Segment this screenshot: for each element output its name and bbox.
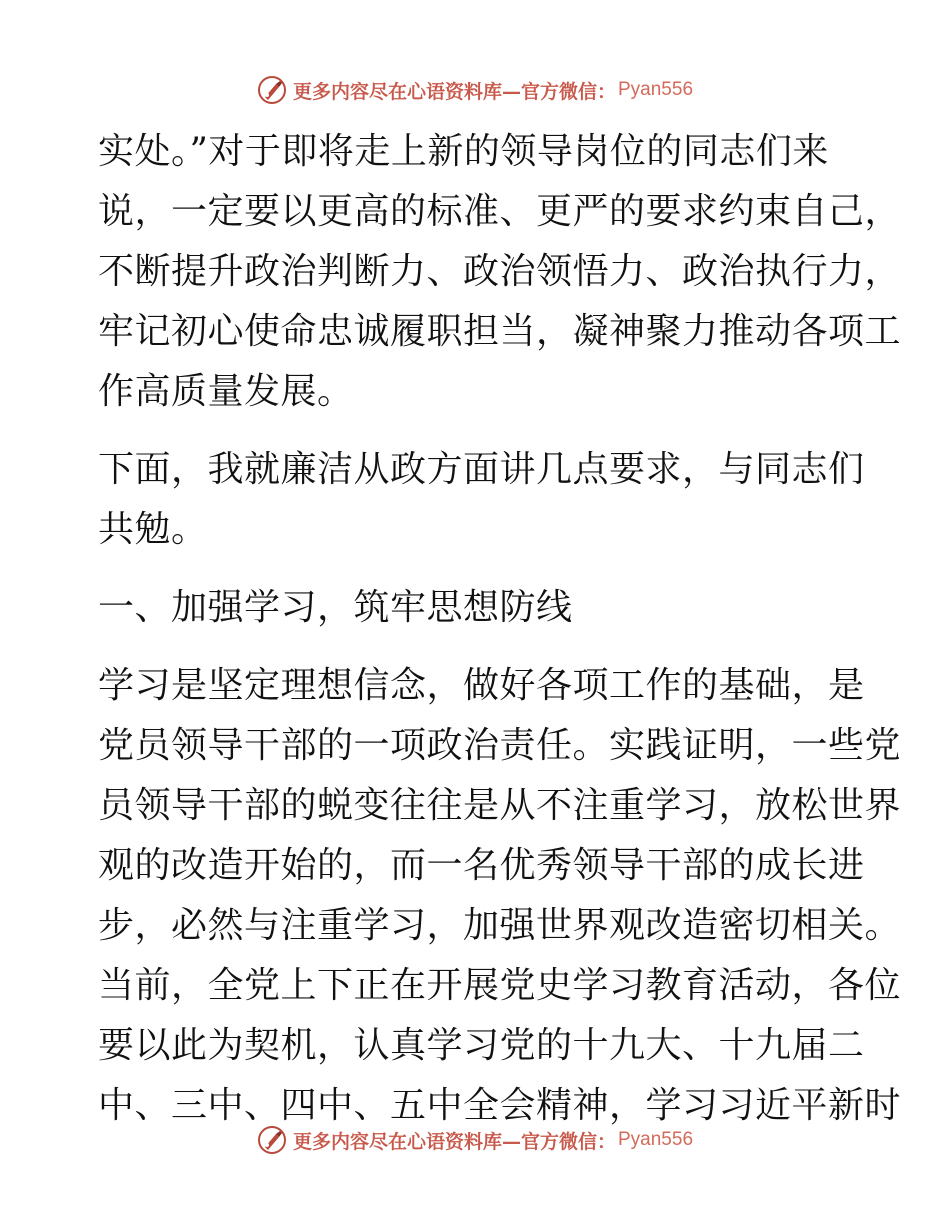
text-line: 要以此为契机，认真学习党的十九大、十九届二 — [98, 1025, 865, 1066]
text-line: 作高质量发展。 — [98, 371, 354, 412]
paragraph-1 — [98, 122, 902, 422]
text-line: 步，必然与注重学习，加强世界观改造密切相关。 — [98, 905, 902, 946]
text-line: 中、三中、四中、五中全会精神，学习习近平新时 — [98, 1085, 902, 1126]
section-heading: 一、加强学习，筑牢思想防线 — [98, 587, 573, 628]
pen-nib-logo-icon — [257, 75, 287, 105]
header-banner-contact: Pyan556 — [618, 79, 694, 100]
document-body — [98, 122, 902, 1136]
text-line: 下面，我就廉洁从政方面讲几点要求，与同志们 — [98, 449, 865, 490]
pen-nib-logo-icon — [257, 1125, 287, 1155]
text-line: 党员领导干部的一项政治责任。实践证明，一些党 — [98, 725, 902, 766]
header-banner — [0, 72, 950, 108]
text-line: 观的改造开始的，而一名优秀领导干部的成长进 — [98, 845, 865, 886]
paragraph-2 — [98, 440, 865, 560]
text-line: 实处。”对于即将走上新的领导岗位的同志们来 — [98, 131, 829, 172]
text-line: 员领导干部的蜕变往往是从不注重学习，放松世界 — [98, 785, 902, 826]
paragraph-3 — [98, 656, 902, 1136]
footer-banner-contact: Pyan556 — [618, 1129, 694, 1150]
text-line: 共勉。 — [98, 509, 208, 550]
text-line: 牢记初心使命忠诚履职担当，凝神聚力推动各项工 — [98, 311, 902, 352]
text-line: 不断提升政治判断力、政治领悟力、政治执行力， — [98, 251, 902, 292]
footer-banner — [0, 1122, 950, 1158]
header-banner-text: 更多内容尽在心语资料库—官方微信： — [292, 80, 616, 103]
text-line: 说，一定要以更高的标准、更严的要求约束自己， — [98, 191, 902, 232]
footer-banner-text: 更多内容尽在心语资料库—官方微信： — [292, 1130, 616, 1153]
text-line: 当前，全党上下正在开展党史学习教育活动，各位 — [98, 965, 902, 1006]
text-line: 学习是坚定理想信念，做好各项工作的基础，是 — [98, 665, 865, 706]
